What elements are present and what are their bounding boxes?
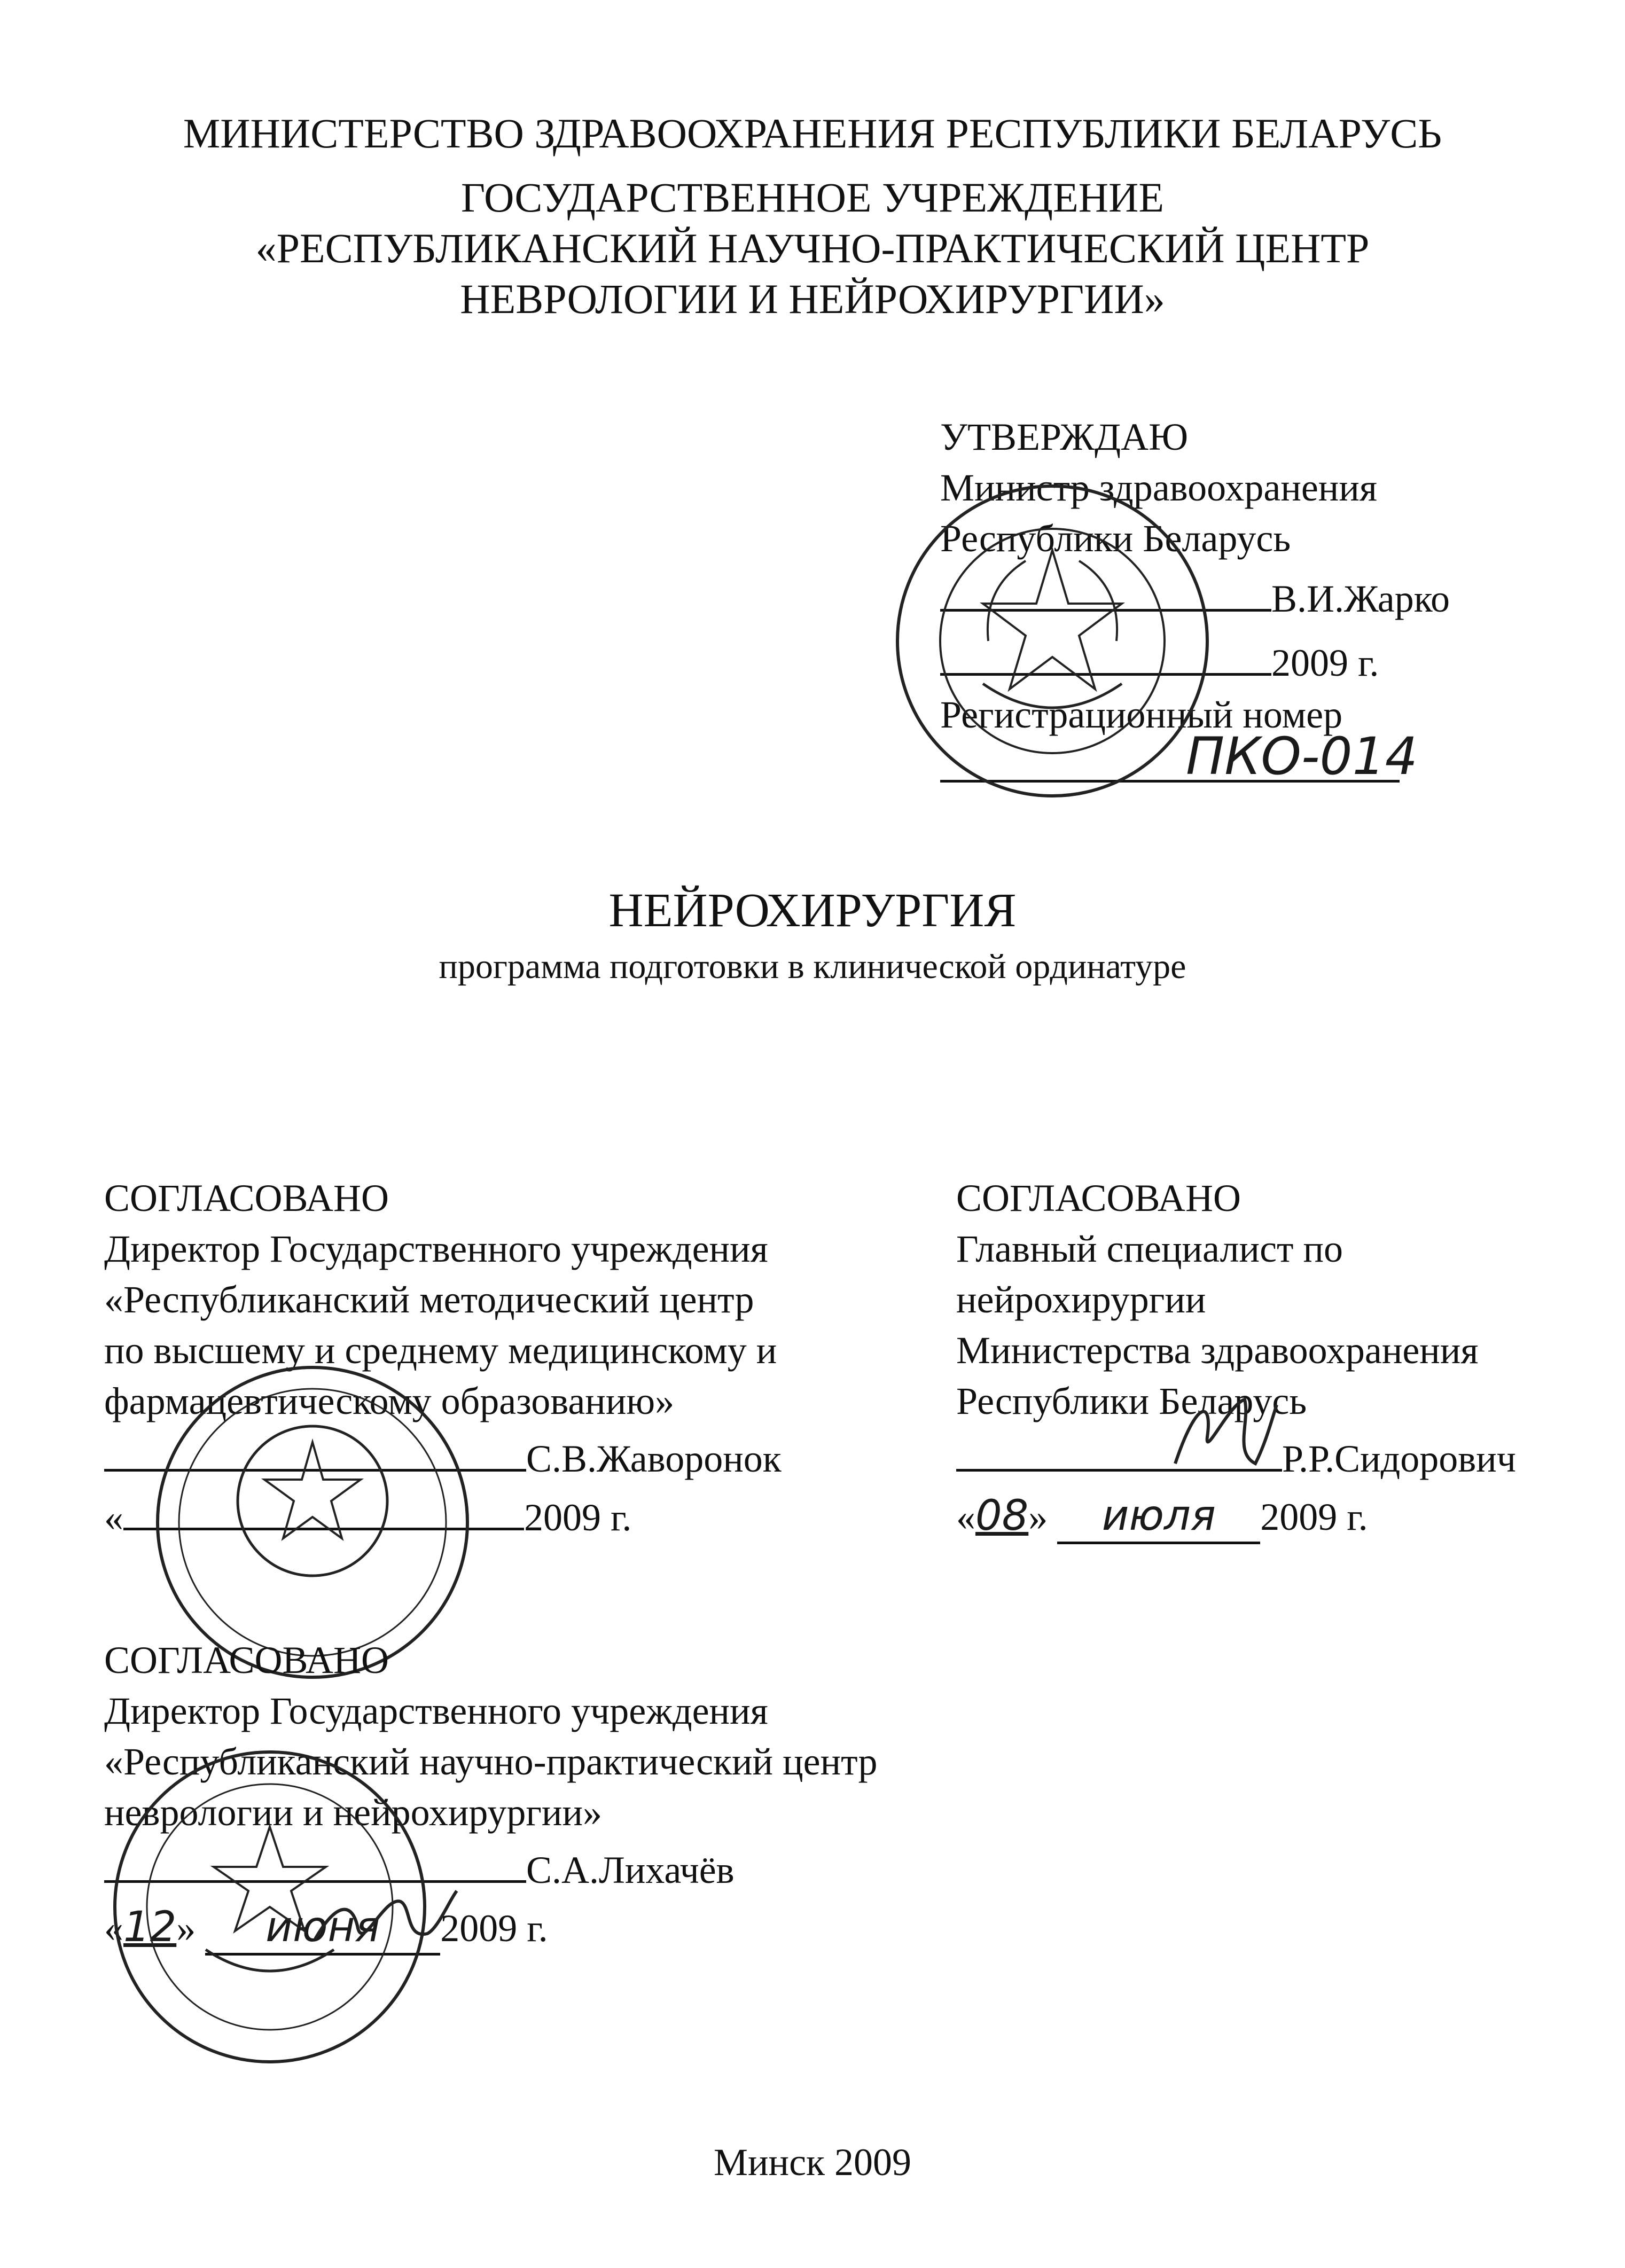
agreement-1-line: «Республиканский методический центр — [104, 1278, 754, 1321]
agreement-1-line: по высшему и среднему медицинскому и — [104, 1329, 777, 1372]
agreement-2-date-line — [956, 1490, 1368, 1544]
agreement-2-year: 2009 г. — [1260, 1496, 1368, 1538]
agreement-3-line: неврологии и нейрохирургии» — [104, 1791, 602, 1834]
agreement-3-name: С.А.Лихачёв — [526, 1849, 735, 1891]
agreement-1-line: фармацевтическому образованию» — [104, 1380, 675, 1422]
quote-open: « — [104, 1907, 123, 1950]
signature-icon — [1165, 1389, 1282, 1474]
agreement-2-line: Главный специалист по — [956, 1227, 1343, 1270]
agreement-3-year: 2009 г. — [440, 1907, 548, 1950]
approval-year: 2009 г. — [1271, 642, 1379, 684]
agreement-1-line: Директор Государственного учреждения — [104, 1227, 768, 1270]
agreement-2-line: Министерства здравоохранения — [956, 1329, 1479, 1372]
agreement-3-line: Директор Государственного учреждения — [104, 1690, 768, 1732]
registration-number: ПКО-014 — [1186, 726, 1418, 786]
institution-line-3: НЕВРОЛОГИИ И НЕЙРОХИРУРГИИ» — [460, 276, 1165, 322]
agreement-3-line: «Республиканский научно-практический центр — [104, 1740, 878, 1783]
signature-icon — [310, 1880, 459, 1955]
registration-label: Регистрационный номер — [940, 693, 1343, 736]
place-and-year: Минск 2009 — [713, 2141, 912, 2184]
institution-line-1: ГОСУДАРСТВЕННОЕ УЧРЕЖДЕНИЕ — [460, 174, 1165, 221]
agreement-2-line: нейрохирургии — [956, 1278, 1206, 1321]
quote-open: « — [104, 1496, 123, 1539]
quote-close: » — [176, 1907, 196, 1950]
institution-line-2: «РЕСПУБЛИКАНСКИЙ НАУЧНО-ПРАКТИЧЕСКИЙ ЦЕНТР — [255, 225, 1370, 271]
agreement-3-day: 12 — [123, 1903, 177, 1951]
ministry-header: МИНИСТЕРСТВО ЗДРАВООХРАНЕНИЯ РЕСПУБЛИКИ БЕЛАРУСЬ — [183, 110, 1442, 157]
agreement-3-heading: СОГЛАСОВАНО — [104, 1639, 389, 1682]
agreement-1-name: С.В.Жаворонок — [526, 1437, 782, 1480]
agreement-2-line: Республики Беларусь — [956, 1380, 1307, 1422]
ministry-stamp-icon — [892, 481, 1213, 801]
agreement-1-year: 2009 г. — [524, 1496, 632, 1539]
agreement-2-name: Р.Р.Сидорович — [1282, 1437, 1517, 1480]
agreement-2-heading: СОГЛАСОВАНО — [956, 1177, 1241, 1219]
agreement-1-heading: СОГЛАСОВАНО — [104, 1177, 389, 1219]
quote-close: » — [1028, 1496, 1048, 1538]
agreement-2-day: 08 — [975, 1492, 1029, 1540]
approval-position-line-2: Республики Беларусь — [940, 517, 1291, 560]
document-title: НЕЙРОХИРУРГИЯ — [608, 884, 1017, 937]
agreement-2-month: июля — [1057, 1490, 1260, 1544]
approval-heading: УТВЕРЖДАЮ — [940, 416, 1189, 458]
approval-name: В.И.Жарко — [1271, 577, 1450, 620]
agreement-3-month: июня — [205, 1902, 440, 1956]
document-subtitle: программа подготовки в клинической ординатуре — [439, 947, 1186, 986]
approval-position-line-1: Министр здравоохранения — [940, 466, 1377, 509]
quote-open: « — [956, 1496, 975, 1538]
